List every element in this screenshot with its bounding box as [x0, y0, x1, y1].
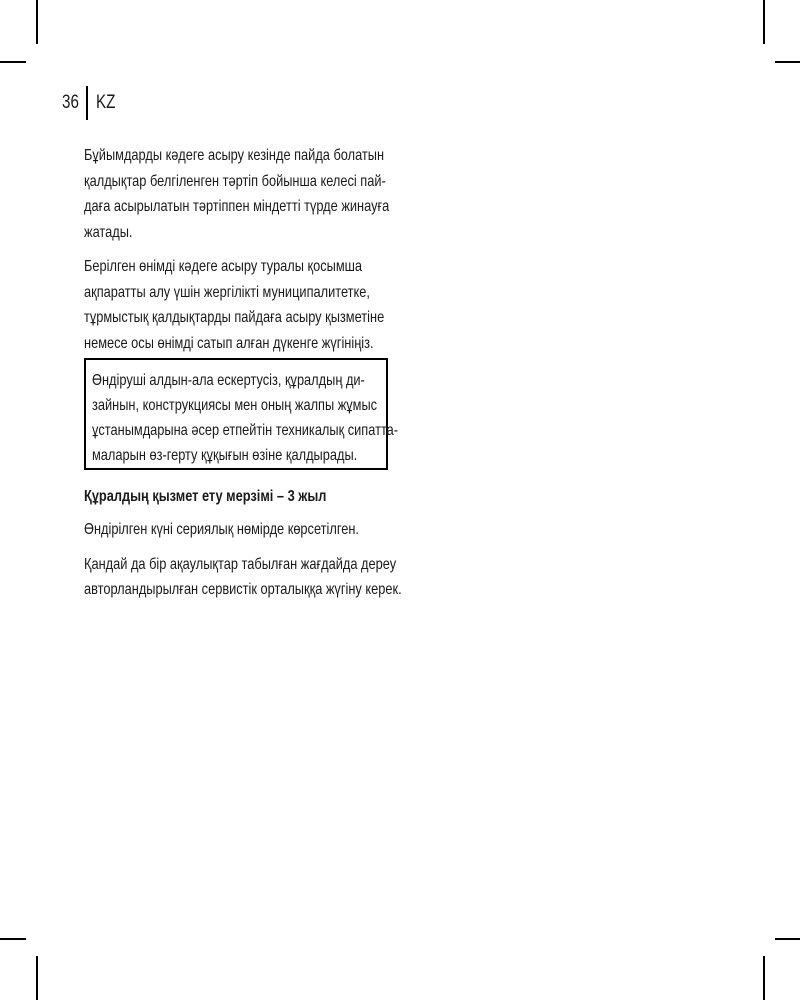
disposal-paragraph	[84, 143, 388, 245]
text-line: жатады.	[84, 223, 133, 241]
text-line: Өндірілген күні сериялық нөмірде көрсетілген.	[84, 521, 359, 538]
crop-mark-bottom-right-horizontal	[775, 938, 800, 940]
text-line: Берілген өнімді кәдеге асыру туралы қосымша	[84, 258, 363, 275]
text-line: Қандай да бір ақаулықтар табылған жағдайда дереу	[84, 555, 397, 573]
recycling-info-paragraph	[84, 254, 388, 356]
text-line: ақпаратты алу үшін жергілікті муниципалитетке,	[84, 283, 370, 301]
text-line: маларын өз-герту құқығын өзіне қалдырады.	[92, 447, 358, 464]
text-line: ұстанымдарына әсер етпейтін техникалық сипатта-	[92, 422, 399, 439]
text-line: Өндіруші алдын-ала ескертусіз, құралдың ди-	[92, 372, 365, 389]
main-content	[84, 143, 464, 365]
text-line: зайнын, конструкциясы мен оның жалпы жұмыс	[92, 397, 378, 414]
service-life-heading: Құралдың қызмет ету мерзімі – 3 жыл	[84, 488, 327, 505]
crop-mark-top-left-horizontal	[0, 61, 26, 63]
text-line: немесе осы өнімді сатып алған дүкенге жүгініңіз.	[84, 334, 374, 352]
page-number: 36	[62, 92, 79, 113]
crop-mark-top-right-horizontal	[775, 61, 800, 63]
manufacturer-notice-text	[92, 368, 398, 468]
crop-mark-bottom-left-horizontal	[0, 938, 26, 940]
defect-paragraph	[84, 552, 402, 603]
text-line: тұрмыстық қалдықтарды пайдаға асыру қызметіне	[84, 309, 385, 326]
crop-mark-top-right-vertical	[763, 0, 765, 44]
page-header	[62, 86, 120, 120]
service-life-section	[84, 484, 481, 612]
language-code: KZ	[96, 92, 116, 113]
text-line: Бұйымдарды кәдеге асыру кезінде пайда болатын	[84, 147, 385, 164]
crop-mark-top-left-vertical	[36, 0, 38, 44]
crop-mark-bottom-left-vertical	[36, 956, 38, 1000]
crop-mark-bottom-right-vertical	[763, 956, 765, 1000]
header-divider	[86, 86, 88, 120]
manufacturer-notice-box	[84, 358, 399, 470]
text-line: авторландырылған сервистік орталыққа жүгіну керек.	[84, 581, 402, 598]
manufacture-date-paragraph	[84, 517, 402, 543]
text-line: даға асырылатын тәртіппен міндетті түрде жинауға	[84, 198, 390, 215]
text-line: қалдықтар белгіленген тәртіп бойынша келесі пай-	[84, 172, 386, 190]
